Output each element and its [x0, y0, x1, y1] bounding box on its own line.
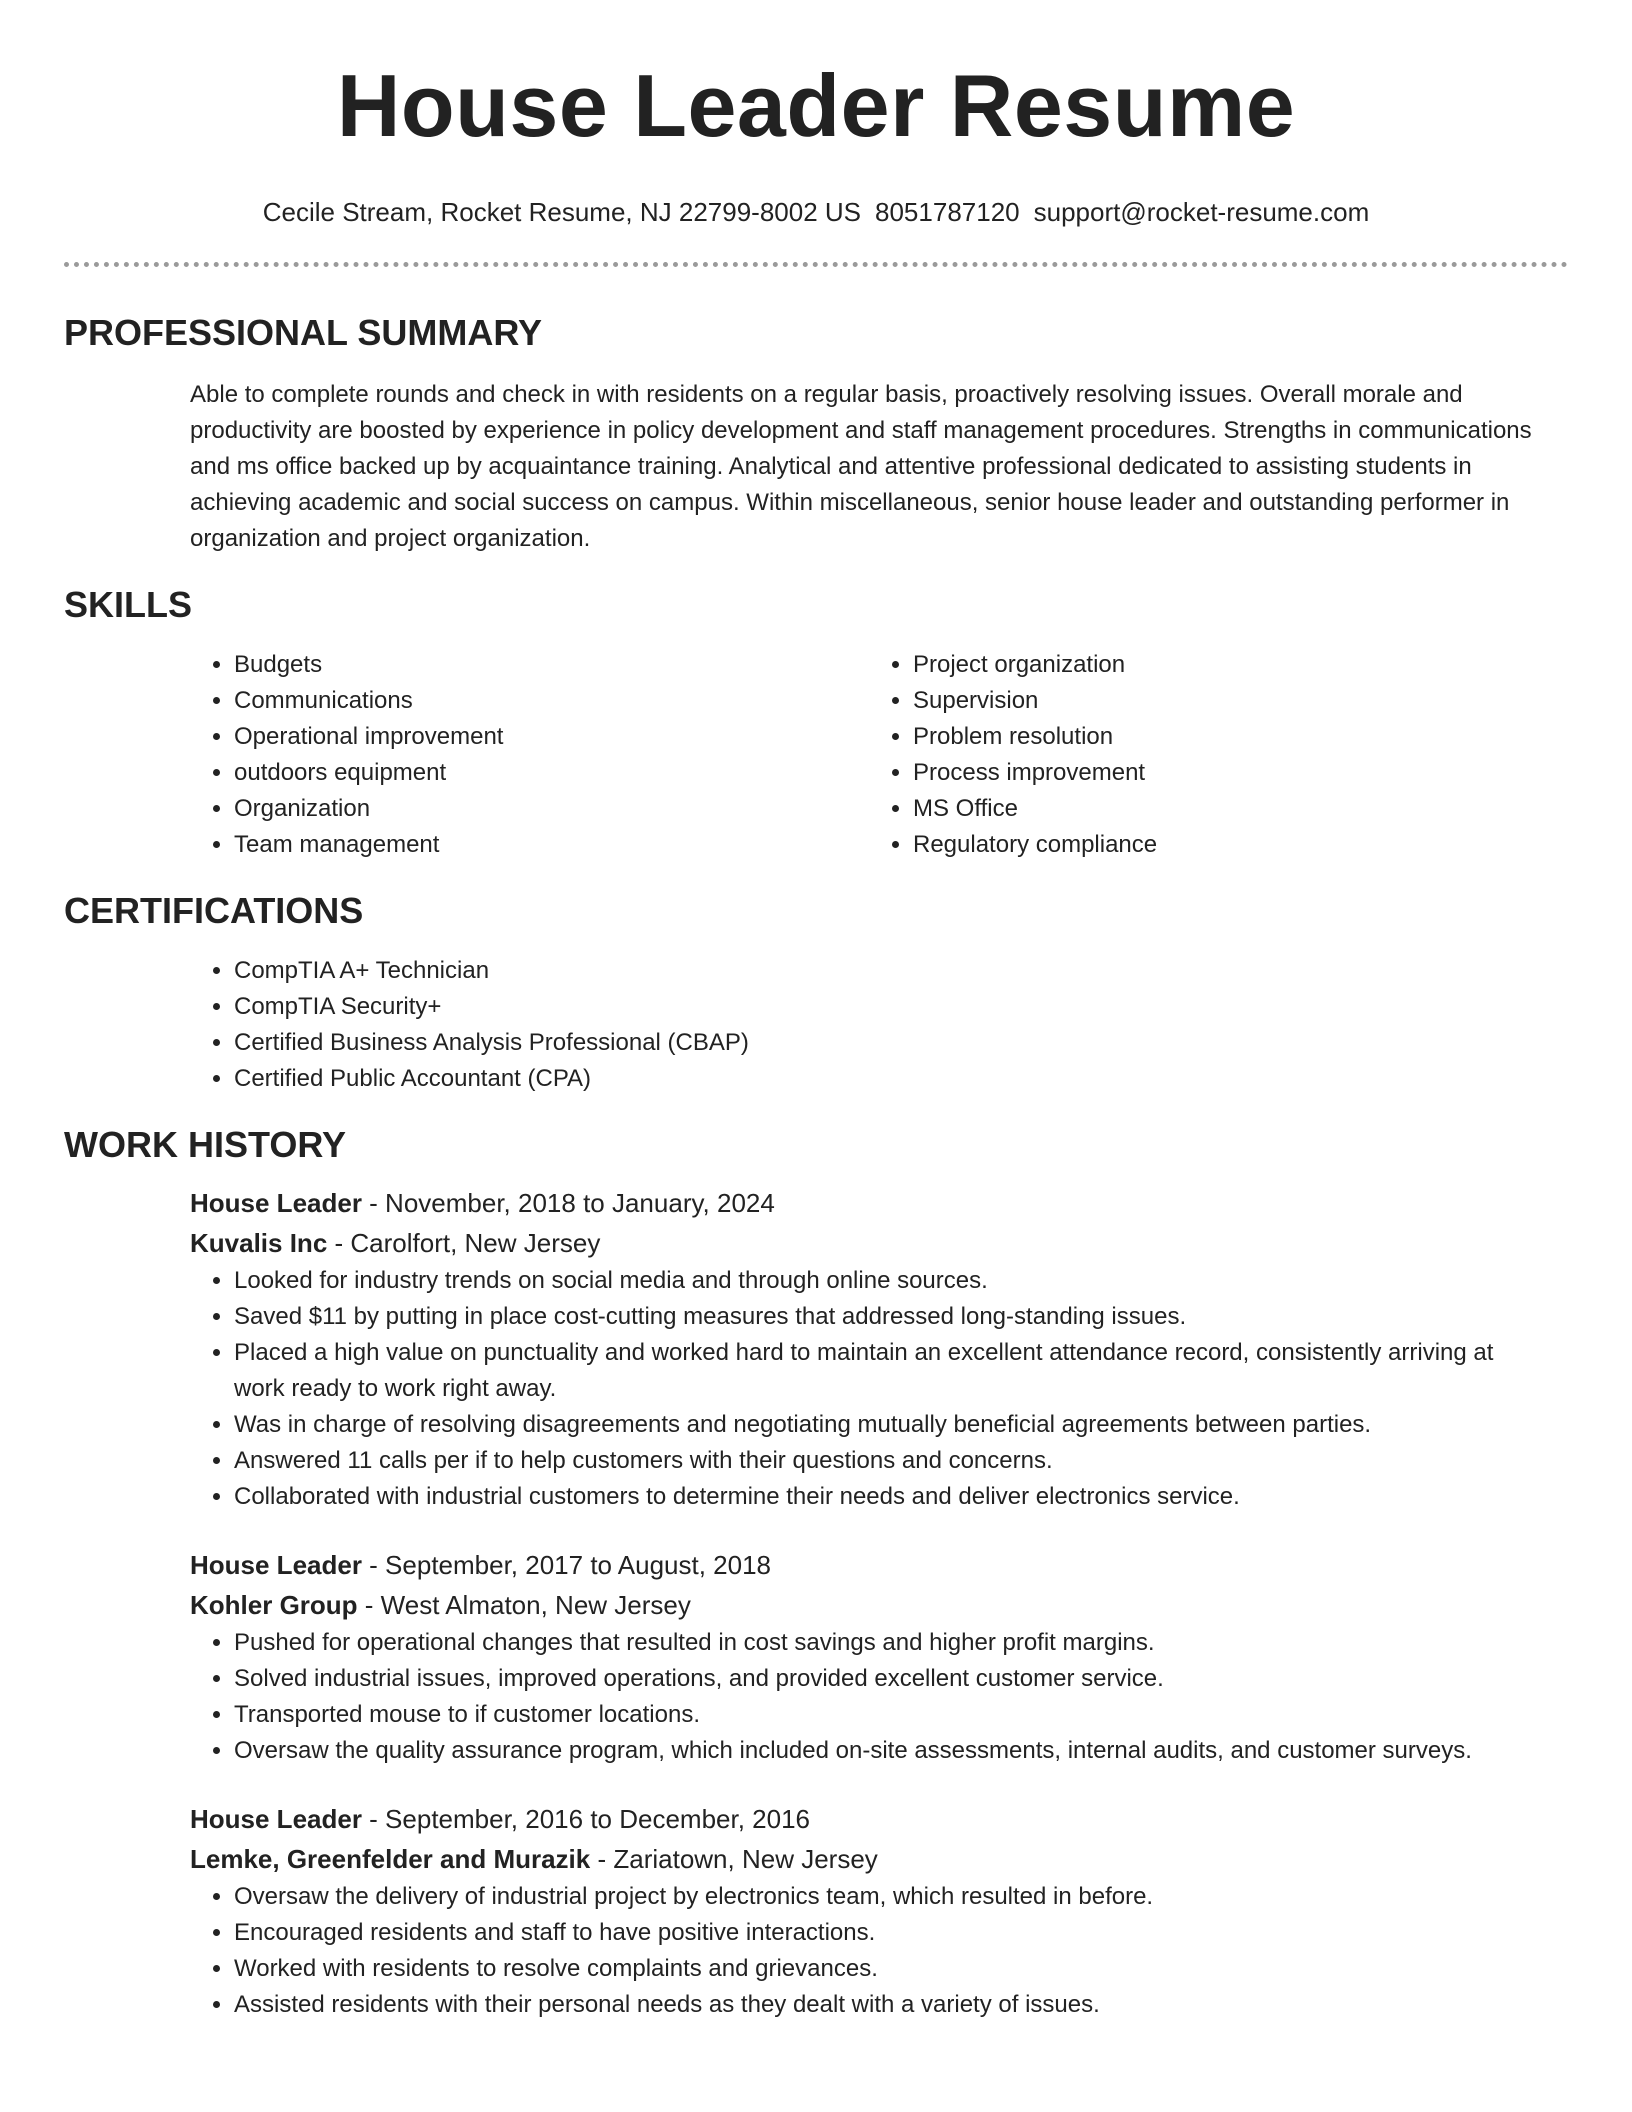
skill-item: • Budgets [234, 647, 913, 683]
job-bullet: • Collaborated with industrial customers to determine their needs and deliver electronics service. [234, 1479, 1544, 1515]
job-bullet: • Oversaw the quality assurance program, which included on-site assessments, internal audits, and customer surveys. [234, 1733, 1544, 1769]
job-bullets [0, 1625, 1632, 1769]
certifications-list [0, 953, 1632, 1097]
skill-item: • Organization [234, 791, 913, 827]
skills-column-left [0, 647, 913, 863]
skill-item: • Communications [234, 683, 913, 719]
job-title-line [190, 1545, 1632, 1585]
contact-email: support@rocket-resume.com [1033, 197, 1370, 227]
job-location: - Carolfort, New Jersey [327, 1228, 601, 1258]
skill-item: • Process improvement [913, 755, 1157, 791]
skills-list-left [0, 647, 913, 863]
job-title: House Leader [190, 1804, 362, 1834]
job-dates: - September, 2017 to August, 2018 [361, 1550, 772, 1580]
certification-item: • CompTIA A+ Technician [234, 953, 1632, 989]
resume-title: House Leader Resume [336, 56, 1296, 155]
skills-list-right [913, 647, 1157, 863]
summary-heading: PROFESSIONAL SUMMARY [64, 312, 543, 353]
job-bullet: • Placed a high value on punctuality and worked hard to maintain an excellent attendance record, consistently arriving at work ready to work right away. [234, 1335, 1544, 1407]
certification-item: • Certified Business Analysis Professional (CBAP) [234, 1025, 1632, 1061]
skill-item: • Regulatory compliance [913, 827, 1157, 863]
job-bullets [0, 1879, 1632, 2023]
certification-item: • CompTIA Security+ [234, 989, 1632, 1025]
skill-item: • Supervision [913, 683, 1157, 719]
contact-address: Cecile Stream, Rocket Resume, NJ 22799-8002 US [262, 197, 862, 227]
job-entry [0, 1799, 1632, 2023]
job-title-line [190, 1799, 1632, 1839]
job-location: - Zariatown, New Jersey [590, 1844, 878, 1874]
job-entry [0, 1545, 1632, 1769]
contact-phone: 8051787120 [875, 197, 1020, 227]
job-company-line [190, 1223, 1632, 1263]
work-history-heading: WORK HISTORY [64, 1124, 347, 1165]
job-company: Kohler Group [190, 1590, 358, 1620]
job-dates: - November, 2018 to January, 2024 [361, 1188, 775, 1218]
job-bullet: • Pushed for operational changes that resulted in cost savings and higher profit margins. [234, 1625, 1544, 1661]
job-bullet: • Worked with residents to resolve complaints and grievances. [234, 1951, 1544, 1987]
skills-heading: SKILLS [64, 584, 193, 625]
skill-item: • MS Office [913, 791, 1157, 827]
skill-item: • outdoors equipment [234, 755, 913, 791]
job-bullet: • Answered 11 calls per if to help customers with their questions and concerns. [234, 1443, 1544, 1479]
job-company-line [190, 1839, 1632, 1879]
job-company: Kuvalis Inc [190, 1228, 328, 1258]
job-bullet: • Looked for industry trends on social media and through online sources. [234, 1263, 1544, 1299]
skill-item: • Team management [234, 827, 913, 863]
skill-item: • Problem resolution [913, 719, 1157, 755]
header-divider [64, 262, 1568, 267]
job-bullet: • Transported mouse to if customer locations. [234, 1697, 1544, 1733]
job-bullet: • Saved $11 by putting in place cost-cutting measures that addressed long-standing issues. [234, 1299, 1544, 1335]
job-company-line [190, 1585, 1632, 1625]
job-bullet: • Was in charge of resolving disagreements and negotiating mutually beneficial agreements between parties. [234, 1407, 1544, 1443]
job-bullets [0, 1263, 1632, 1515]
job-bullet: • Solved industrial issues, improved operations, and provided excellent customer service. [234, 1661, 1544, 1697]
job-bullet: • Encouraged residents and staff to have positive interactions. [234, 1915, 1544, 1951]
skills-grid [0, 647, 1632, 863]
job-title-line [190, 1183, 1632, 1223]
job-bullet: • Oversaw the delivery of industrial project by electronics team, which resulted in before. [234, 1879, 1544, 1915]
job-entry [0, 1183, 1632, 1515]
job-company: Lemke, Greenfelder and Murazik [190, 1844, 591, 1874]
contact-line [0, 196, 1632, 228]
skill-item: • Operational improvement [234, 719, 913, 755]
job-title: House Leader [190, 1550, 362, 1580]
skills-column-right [913, 647, 1157, 863]
job-bullet: • Assisted residents with their personal needs as they dealt with a variety of issues. [234, 1987, 1544, 2023]
certifications-heading: CERTIFICATIONS [64, 890, 364, 931]
job-dates: - September, 2016 to December, 2016 [361, 1804, 811, 1834]
summary-text: Able to complete rounds and check in with residents on a regular basis, proactively resolving issues. Overall morale and productivity are boosted by experience in policy development and staff management procedures. Strengths in communications and ms office backed up by acquaintance training. Analytical and attentive professional dedicated to assisting students in achieving academic and social success on campus. Within miscellaneous, senior house leader and outstanding performer in organization and project organization. [190, 381, 1532, 552]
skill-item: • Project organization [913, 647, 1157, 683]
job-title: House Leader [190, 1188, 362, 1218]
job-location: - West Almaton, New Jersey [357, 1590, 691, 1620]
certification-item: • Certified Public Accountant (CPA) [234, 1061, 1632, 1097]
